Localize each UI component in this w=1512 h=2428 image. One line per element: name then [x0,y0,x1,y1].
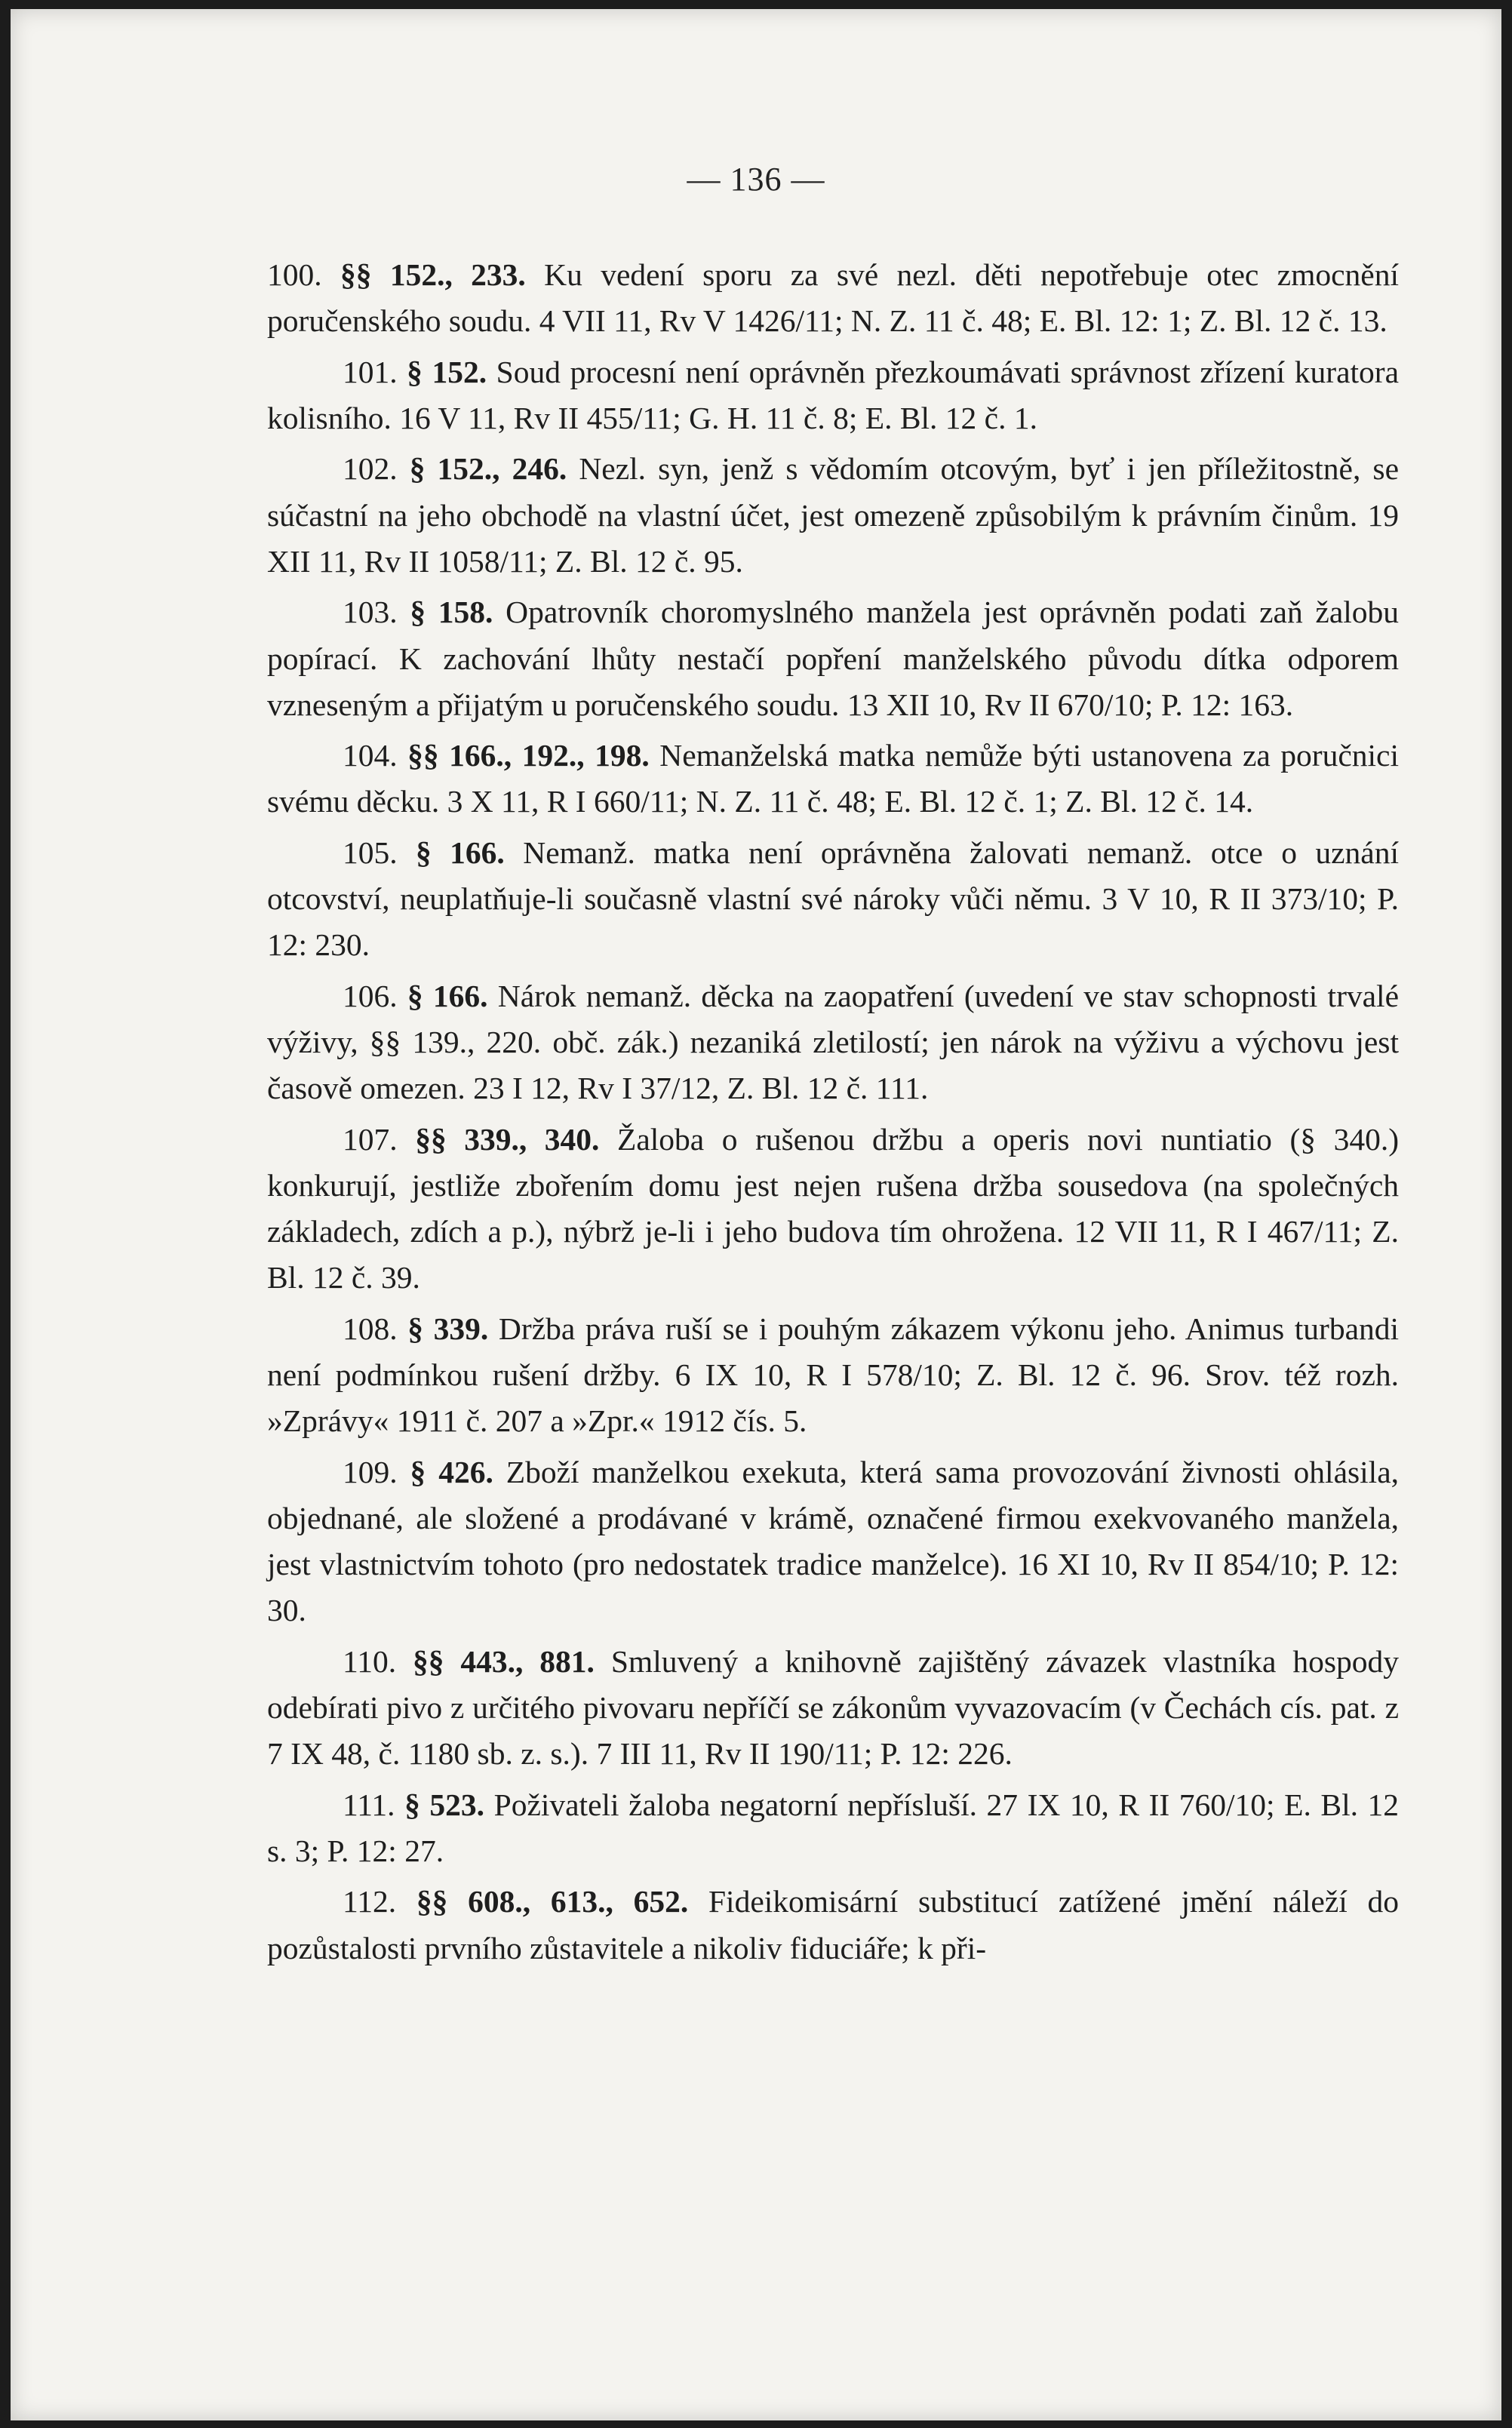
entry-106 [267,973,1399,1112]
section-ref: §§ 152., 233. [340,257,526,292]
entry-text: Fideikomisární substitucí zatížené jmění náleží do pozůstalosti prvního zůstavitele a nikoliv fiduciáře; k při- [267,1884,1400,1965]
entry-text: Držba práva ruší se i pouhým zákazem výkonu jeho. Animus turbandi není podmínkou rušení držby. 6 IX 10, R I 578/10; Z. Bl. 12 č. 96. Srov. též rozh. »Zprávy« 1911 č. 207 a »Zpr.« 1912 čís. 5. [267,1311,1400,1439]
entry-number: 112. [343,1884,397,1919]
section-ref: §§ 608., 613., 652. [416,1884,689,1919]
entry-text: Opatrovník choromyslného manžela jest oprávněn podati zaň žalobu popírací. K zachování lhůty nestačí popření manželského původu dítka odporem vzneseným a přijatým u poručenského soudu. 13 XII 10, Rv II 670/10; P. 12: 163. [267,595,1400,722]
entry-number: 104. [343,738,398,773]
entry-109 [267,1449,1399,1634]
entry-101 [267,349,1399,441]
book-page [11,9,1501,2420]
entry-text: Nemanželská matka nemůže býti ustanovena za poručnici svému děcku. 3 X 11, R I 660/11; N. Z. 11 č. 48; E. Bl. 12 č. 1; Z. Bl. 12 č. 14. [267,738,1400,819]
entry-number: 111. [343,1787,395,1822]
entry-107 [267,1117,1399,1302]
section-ref: § 166. [407,978,488,1013]
entry-105 [267,830,1399,969]
entry-103 [267,589,1399,728]
entry-text: Nezl. syn, jenž s vědomím otcovým, byť i jen příležitostně, se súčastní na jeho obchodě na vlastní účet, jest omezeně způsobilým k právním činům. 19 XII 11, Rv II 1058/11; Z. Bl. 12 č. 95. [267,451,1399,579]
entry-text: Poživateli žaloba negatorní nepřísluší. 27 IX 10, R II 760/10; E. Bl. 12 s. 3; P. 12: 27. [267,1787,1400,1868]
entry-number: 101. [343,354,398,389]
entry-108 [267,1306,1399,1445]
entry-text: Ku vedení sporu za své nezl. děti nepotřebuje otec zmocnění poručenského soudu. 4 VII 11, Rv V 1426/11; N. Z. 11 č. 48; E. Bl. 12: 1; Z. Bl. 12 č. 13. [267,257,1399,339]
entry-112 [267,1879,1399,1971]
entry-text: Zboží manželkou exekuta, která sama provozování živnosti ohlásila, objednané, ale složené a prodávané v krámě, označené firmou exekvovaného manžela, jest vlastnictvím tohoto (pro nedostatek tradice manželce). 16 XI 10, Rv II 854/10; P. 12: 30. [267,1454,1400,1628]
entry-text: Smluvený a knihovně zajištěný závazek vlastníka hospody odebírati pivo z určitého pivovaru nepříčí se zákonům vyvazovacím (v Čechách cís. pat. z 7 IX 48, č. 1180 sb. z. s.). 7 III 11, Rv II 190/11; P. 12: 226. [267,1643,1400,1772]
entry-number: 100. [267,257,322,292]
section-ref: § 426. [410,1454,493,1489]
section-ref: §§ 166., 192., 198. [407,738,650,773]
entry-number: 110. [343,1643,397,1679]
entry-number: 103. [343,595,398,630]
entry-111 [267,1782,1399,1874]
section-ref: § 152., 246. [409,451,567,487]
entry-100 [267,252,1399,344]
entry-text: Žaloba o rušenou držbu a operis novi nuntiatio (§ 340.) konkurují, jestliže zbořením domu jest nejen rušena držba sousedova (na společných základech, zdích a p.), nýbrž je-li i jeho budova tím ohrožena. 12 VII 11, R I 467/11; Z. Bl. 12 č. 39. [267,1121,1400,1295]
entry-110 [267,1639,1399,1778]
entry-text: Nemanž. matka není oprávněna žalovati nemanž. otce o uznání otcovství, neuplatňuje-li současně vlastní své nároky vůči němu. 3 V 10, R II 373/10; P. 12: 230. [267,834,1399,963]
entry-number: 105. [343,834,398,870]
page-number: — 136 — [687,161,825,198]
entry-text: Soud procesní není oprávněn přezkoumávati správnost zřízení kuratora kolisního. 16 V 11, Rv II 455/11; G. H. 11 č. 8; E. Bl. 12 č. 1. [267,354,1400,435]
section-ref: §§ 339., 340. [415,1121,600,1157]
section-ref: § 166. [416,834,505,870]
page-text [267,252,1399,1976]
section-ref: § 339. [407,1311,489,1346]
section-ref: § 523. [404,1787,485,1822]
entry-104 [267,733,1399,825]
entry-number: 108. [343,1311,398,1346]
entry-text: Nárok nemanž. děcka na zaopatření (uvedení ve stav schopnosti trvalé výživy, §§ 139., 220. obč. zák.) nezaniká zletilostí; jen nárok na výživu a výchovu jest časově omezen. 23 I 12, Rv I 37/12, Z. Bl. 12 č. 111. [267,978,1400,1106]
section-ref: §§ 443., 881. [413,1643,595,1679]
entry-number: 107. [343,1121,398,1157]
section-ref: § 158. [410,595,493,630]
entry-number: 109. [343,1454,398,1489]
entry-number: 106. [343,978,398,1013]
entry-102 [267,446,1399,585]
entry-number: 102. [343,451,398,487]
section-ref: § 152. [407,354,487,389]
